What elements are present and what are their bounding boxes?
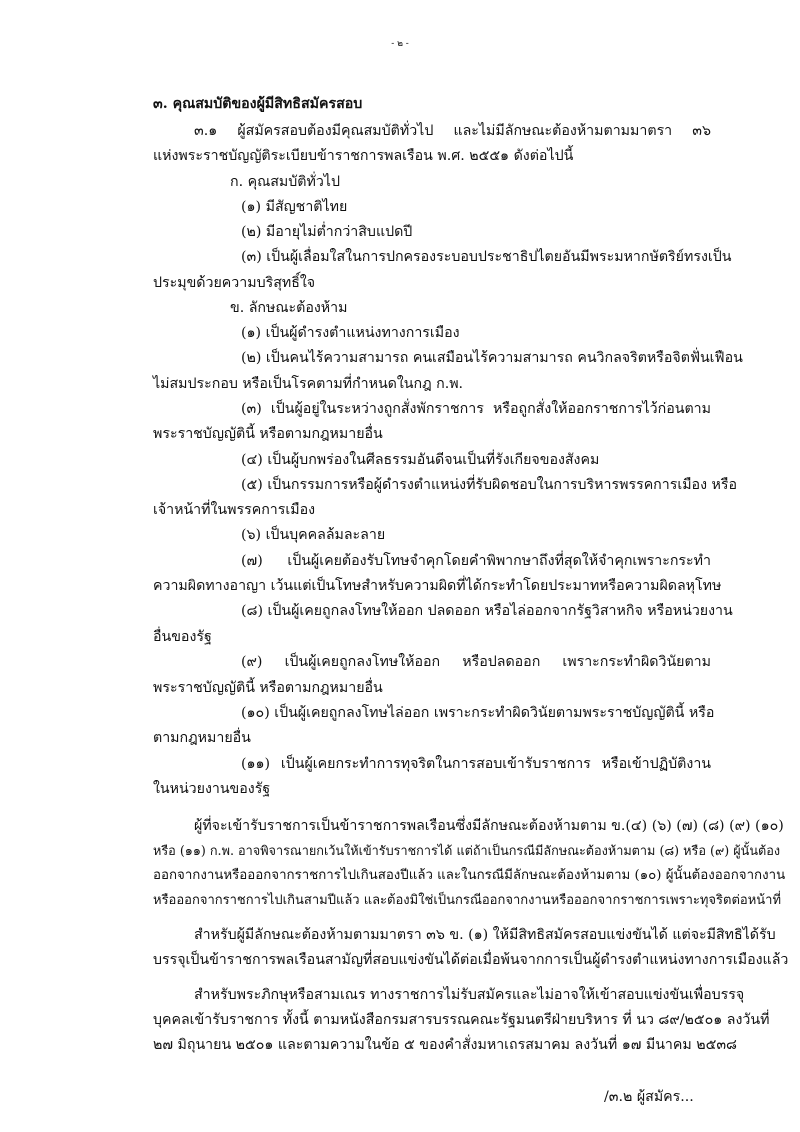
prohibited-item-6: (๖) เป็นบุคคลล้มละลาย <box>241 527 386 543</box>
prohibited-item-10-cont: ตามกฎหมายอื่น <box>153 730 251 746</box>
prohibited-item-10: (๑๐) เป็นผู้เคยถูกลงโทษไล่ออก เพราะกระทำผิดวินัยตามพระราชบัญญัตินี้ หรือ <box>241 705 715 721</box>
prohibited-title: ข. ลักษณะต้องห้าม <box>230 300 348 316</box>
para1-line-1: ผู้ที่จะเข้ารับราชการเป็นข้าราชการพลเรือนซึ่งมีลักษณะต้องห้ามตาม ข.(๔) (๖) (๗) (๘) (๙) (๑๐) <box>194 818 784 834</box>
general-item-3-cont: ประมุขด้วยความบริสุทธิ์ใจ <box>153 275 316 291</box>
para3-line-3: ๒๗ มิถุนายน ๒๕๐๑ และตามความในข้อ ๕ ของคำสั่งมหาเถรสมาคม ลงวันที่ ๑๗ มีนาคม ๒๕๓๘ <box>153 1037 737 1053</box>
general-title: ก. คุณสมบัติทั่วไป <box>230 174 340 190</box>
para1-line-4: หรือออกจากราชการไปเกินสามปีแล้ว และต้องมิใช่เป็นกรณีออกจากงานหรือออกจากราชการเพราะทุจริตต่อหน้าที่ <box>153 893 782 908</box>
prohibited-item-11: (๑๑) เป็นผู้เคยกระทำการทุจริตในการสอบเข้ารับราชการ หรือเข้าปฏิบัติงาน <box>241 756 711 772</box>
prohibited-item-8: (๘) เป็นผู้เคยถูกลงโทษให้ออก ปลดออก หรือไล่ออกจากรัฐวิสาหกิจ หรือหน่วยงาน <box>241 603 733 619</box>
para1-line-2: หรือ (๑๑) ก.พ. อาจพิจารณายกเว้นให้เข้ารับราชการได้ แต่ถ้าเป็นกรณีมีลักษณะต้องห้ามตาม (๘) หรือ (๙) ผู้นั้นต้อง <box>153 843 781 858</box>
prohibited-item-9: (๙) เป็นผู้เคยถูกลงโทษให้ออก หรือปลดออก เพราะกระทำผิดวินัยตาม <box>241 654 711 670</box>
prohibited-item-8-cont: อื่นของรัฐ <box>153 629 212 645</box>
prohibited-item-5-cont: เจ้าหน้าที่ในพรรคการเมือง <box>153 502 316 518</box>
prohibited-item-4: (๔) เป็นผู้บกพร่องในศีลธรรมอันดีจนเป็นที่รังเกียจของสังคม <box>241 452 600 468</box>
para3-line-2: บุคคลเข้ารับราชการ ทั้งนี้ ตามหนังสือกรมสารบรรณคณะรัฐมนตรีฝ่ายบริหาร ที่ นว ๘๙/๒๕๐๑ ลงวันที่ <box>153 1012 770 1028</box>
para3-line-1: สำหรับพระภิกษุหรือสามเณร ทางราชการไม่รับสมัครและไม่อาจให้เข้าสอบแข่งขันเพื่อบรรจุ <box>194 987 745 1003</box>
prohibited-item-3: (๓) เป็นผู้อยู่ในระหว่างถูกสั่งพักราชการ หรือถูกสั่งให้ออกราชการไว้ก่อนตาม <box>241 401 711 417</box>
page-number: - ๒ - <box>391 39 409 49</box>
prohibited-item-5: (๕) เป็นกรรมการหรือผู้ดำรงตำแหน่งที่รับผิดชอบในการบริหารพรรคการเมือง หรือ <box>241 477 738 493</box>
general-item-2: (๒) มีอายุไม่ต่ำกว่าสิบแปดปี <box>241 224 413 240</box>
para2-line-1: สำหรับผู้มีลักษณะต้องห้ามตามมาตรา ๓๖ ข. (๑) ให้มีสิทธิสมัครสอบแข่งขันได้ แต่จะมีสิทธิได้รับ <box>194 927 776 943</box>
intro-line-1: ๓.๑ ผู้สมัครสอบต้องมีคุณสมบัติทั่วไป และไม่มีลักษณะต้องห้ามตามมาตรา ๓๖ <box>194 123 711 139</box>
continuation-note: /๓.๒ ผู้สมัคร... <box>604 1089 694 1105</box>
prohibited-item-7: (๗) เป็นผู้เคยต้องรับโทษจำคุกโดยคำพิพากษาถึงที่สุดให้จำคุกเพราะกระทำ <box>241 553 711 569</box>
general-item-1: (๑) มีสัญชาติไทย <box>241 199 348 215</box>
prohibited-item-1: (๑) เป็นผู้ดำรงตำแหน่งทางการเมือง <box>241 325 460 341</box>
prohibited-item-2: (๒) เป็นคนไร้ความสามารถ คนเสมือนไร้ความสามารถ คนวิกลจริตหรือจิตฟั่นเฟือน <box>241 350 743 366</box>
intro-line-2: แห่งพระราชบัญญัติระเบียบข้าราชการพลเรือน พ.ศ. ๒๕๕๑ ดังต่อไปนี้ <box>153 148 574 164</box>
general-item-3: (๓) เป็นผู้เลื่อมใสในการปกครองระบอบประชาธิปไตยอันมีพระมหากษัตริย์ทรงเป็น <box>241 249 732 265</box>
para1-line-3: ออกจากงานหรือออกจากราชการไปเกินสองปีแล้ว และในกรณีมีลักษณะต้องห้ามตาม (๑๐) ผู้นั้นต้องออกจากงาน <box>153 868 786 883</box>
prohibited-item-7-cont: ความผิดทางอาญา เว้นแต่เป็นโทษสำหรับความผิดที่ได้กระทำโดยประมาทหรือความผิดลหุโทษ <box>153 578 722 594</box>
prohibited-item-3-cont: พระราชบัญญัตินี้ หรือตามกฎหมายอื่น <box>153 426 383 442</box>
prohibited-item-2-cont: ไม่สมประกอบ หรือเป็นโรคตามที่กำหนดในกฎ ก.พ. <box>153 376 464 392</box>
prohibited-item-9-cont: พระราชบัญญัตินี้ หรือตามกฎหมายอื่น <box>153 680 383 696</box>
section-heading: ๓. คุณสมบัติของผู้มีสิทธิสมัครสอบ <box>153 96 363 112</box>
para2-line-2: บรรจุเป็นข้าราชการพลเรือนสามัญที่สอบแข่งขันได้ต่อเมื่อพ้นจากการเป็นผู้ดำรงตำแหน่งทางการเมืองแล้ว <box>153 952 789 968</box>
prohibited-item-11-cont: ในหน่วยงานของรัฐ <box>153 781 271 797</box>
